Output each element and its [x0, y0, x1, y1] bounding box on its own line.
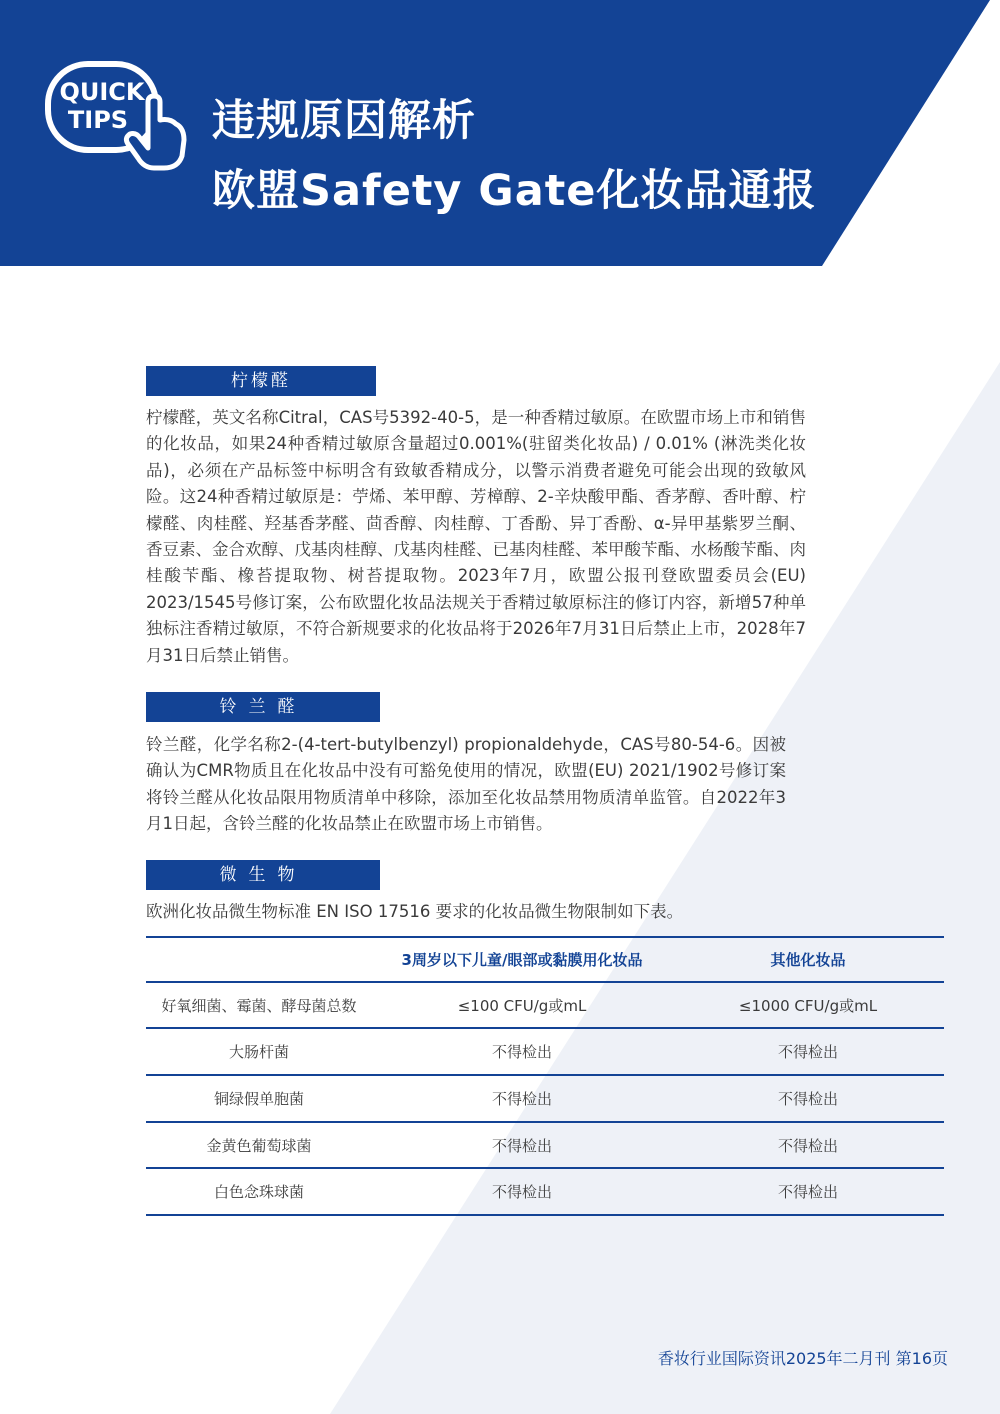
section-label-citral: 柠檬醛	[146, 366, 376, 396]
table-cell: 不得检出	[491, 1043, 552, 1062]
table-cell: 大肠杆菌	[228, 1043, 289, 1062]
table-cell: 不得检出	[777, 1136, 838, 1155]
table-row	[146, 1076, 944, 1123]
table-header-row	[146, 936, 944, 983]
table-cell: 不得检出	[491, 1183, 552, 1202]
table-row	[146, 1029, 944, 1076]
table-cell: 白色念珠球菌	[213, 1183, 304, 1202]
table-cell: 不得检出	[491, 1089, 552, 1108]
paragraph-lilial: 铃兰醛，化学名称2-(4-tert-butylbenzyl) propionaldehyde，CAS号80-54-6。因被确认为CMR物质且在化妆品中没有可豁免使用的情况，欧盟(EU) 2021/1902号修订案将铃兰醛从化妆品限用物质清单中移除，添加至化妆品禁用物质清单监管。自2022年3月1日起，含铃兰醛的化妆品禁止在欧盟市场上市销售。	[146, 735, 786, 834]
table-cell: ≤100 CFU/g或mL	[457, 996, 587, 1015]
table-cell: 不得检出	[491, 1136, 552, 1155]
section-label-microbes: 微生物	[146, 860, 380, 890]
logo-text-tips: TIPS	[67, 106, 129, 134]
table-header-cell: 其他化妆品	[770, 950, 846, 969]
paragraph-citral: 柠檬醛，英文名称Citral，CAS号5392-40-5，是一种香精过敏原。在欧盟市场上市和销售的化妆品，如果24种香精过敏原含量超过0.001%(驻留类化妆品) / 0.01% (淋洗类化妆品)，必须在产品标签中标明含有致敏香精成分，以警示消费者避免可能会出现的致敏风险。这24种香精过敏原是：苧烯、苯甲醇、芳樟醇、2-辛炔酸甲酯、香茅醇、香叶醇、柠檬醛、肉桂醛、羟基香茅醛、茴香醇、肉桂醇、丁香酚、异丁香酚、α-异甲基紫罗兰酮、香豆素、金合欢醇、戊基肉桂醇、戊基肉桂醛、已基肉桂醛、苯甲酸苄酯、水杨酸苄酯、肉桂酸苄酯、橡苔提取物、树苔提取物。2023年7月，欧盟公报刊登欧盟委员会(EU) 2023/1545号修订案，公布欧盟化妆品法规关于香精过敏原标注的修订内容，新增57种单独标注香精过敏原，不符合新规要求的化妆品将于2026年7月31日后禁止上市，2028年7月31日后禁止销售。	[146, 408, 806, 665]
table-row	[146, 1123, 944, 1170]
table-cell: 好氧细菌、霉菌、酵母菌总数	[161, 996, 357, 1015]
hand-pointer-icon	[126, 96, 184, 168]
table-cell: 铜绿假单胞菌	[213, 1089, 304, 1108]
paragraph-microbes: 欧洲化妆品微生物标准 EN ISO 17516 要求的化妆品微生物限制如下表。	[146, 902, 684, 921]
table-cell: ≤1000 CFU/g或mL	[738, 996, 878, 1015]
table-cell: 不得检出	[777, 1183, 838, 1202]
logo-text-quick: QUICK	[59, 78, 145, 106]
section-label-lilial: 铃兰醛	[146, 692, 380, 722]
table-header-cell: 3周岁以下儿童/眼部或黏膜用化妆品	[401, 950, 643, 969]
page-title-line1: 违规原因解析	[212, 96, 476, 146]
page-title	[212, 86, 816, 226]
table-cell: 金黄色葡萄球菌	[206, 1136, 312, 1155]
table-row	[146, 1169, 944, 1216]
quick-tips-logo	[44, 58, 194, 178]
table-cell: 不得检出	[777, 1043, 838, 1062]
page-footer: 香妆行业国际资讯2025年二月刊 第16页	[657, 1349, 948, 1368]
microbe-limits-table	[146, 936, 944, 1216]
table-cell: 不得检出	[777, 1089, 838, 1108]
table-row	[146, 983, 944, 1030]
page-title-line2: 欧盟Safety Gate化妆品通报	[212, 166, 817, 216]
